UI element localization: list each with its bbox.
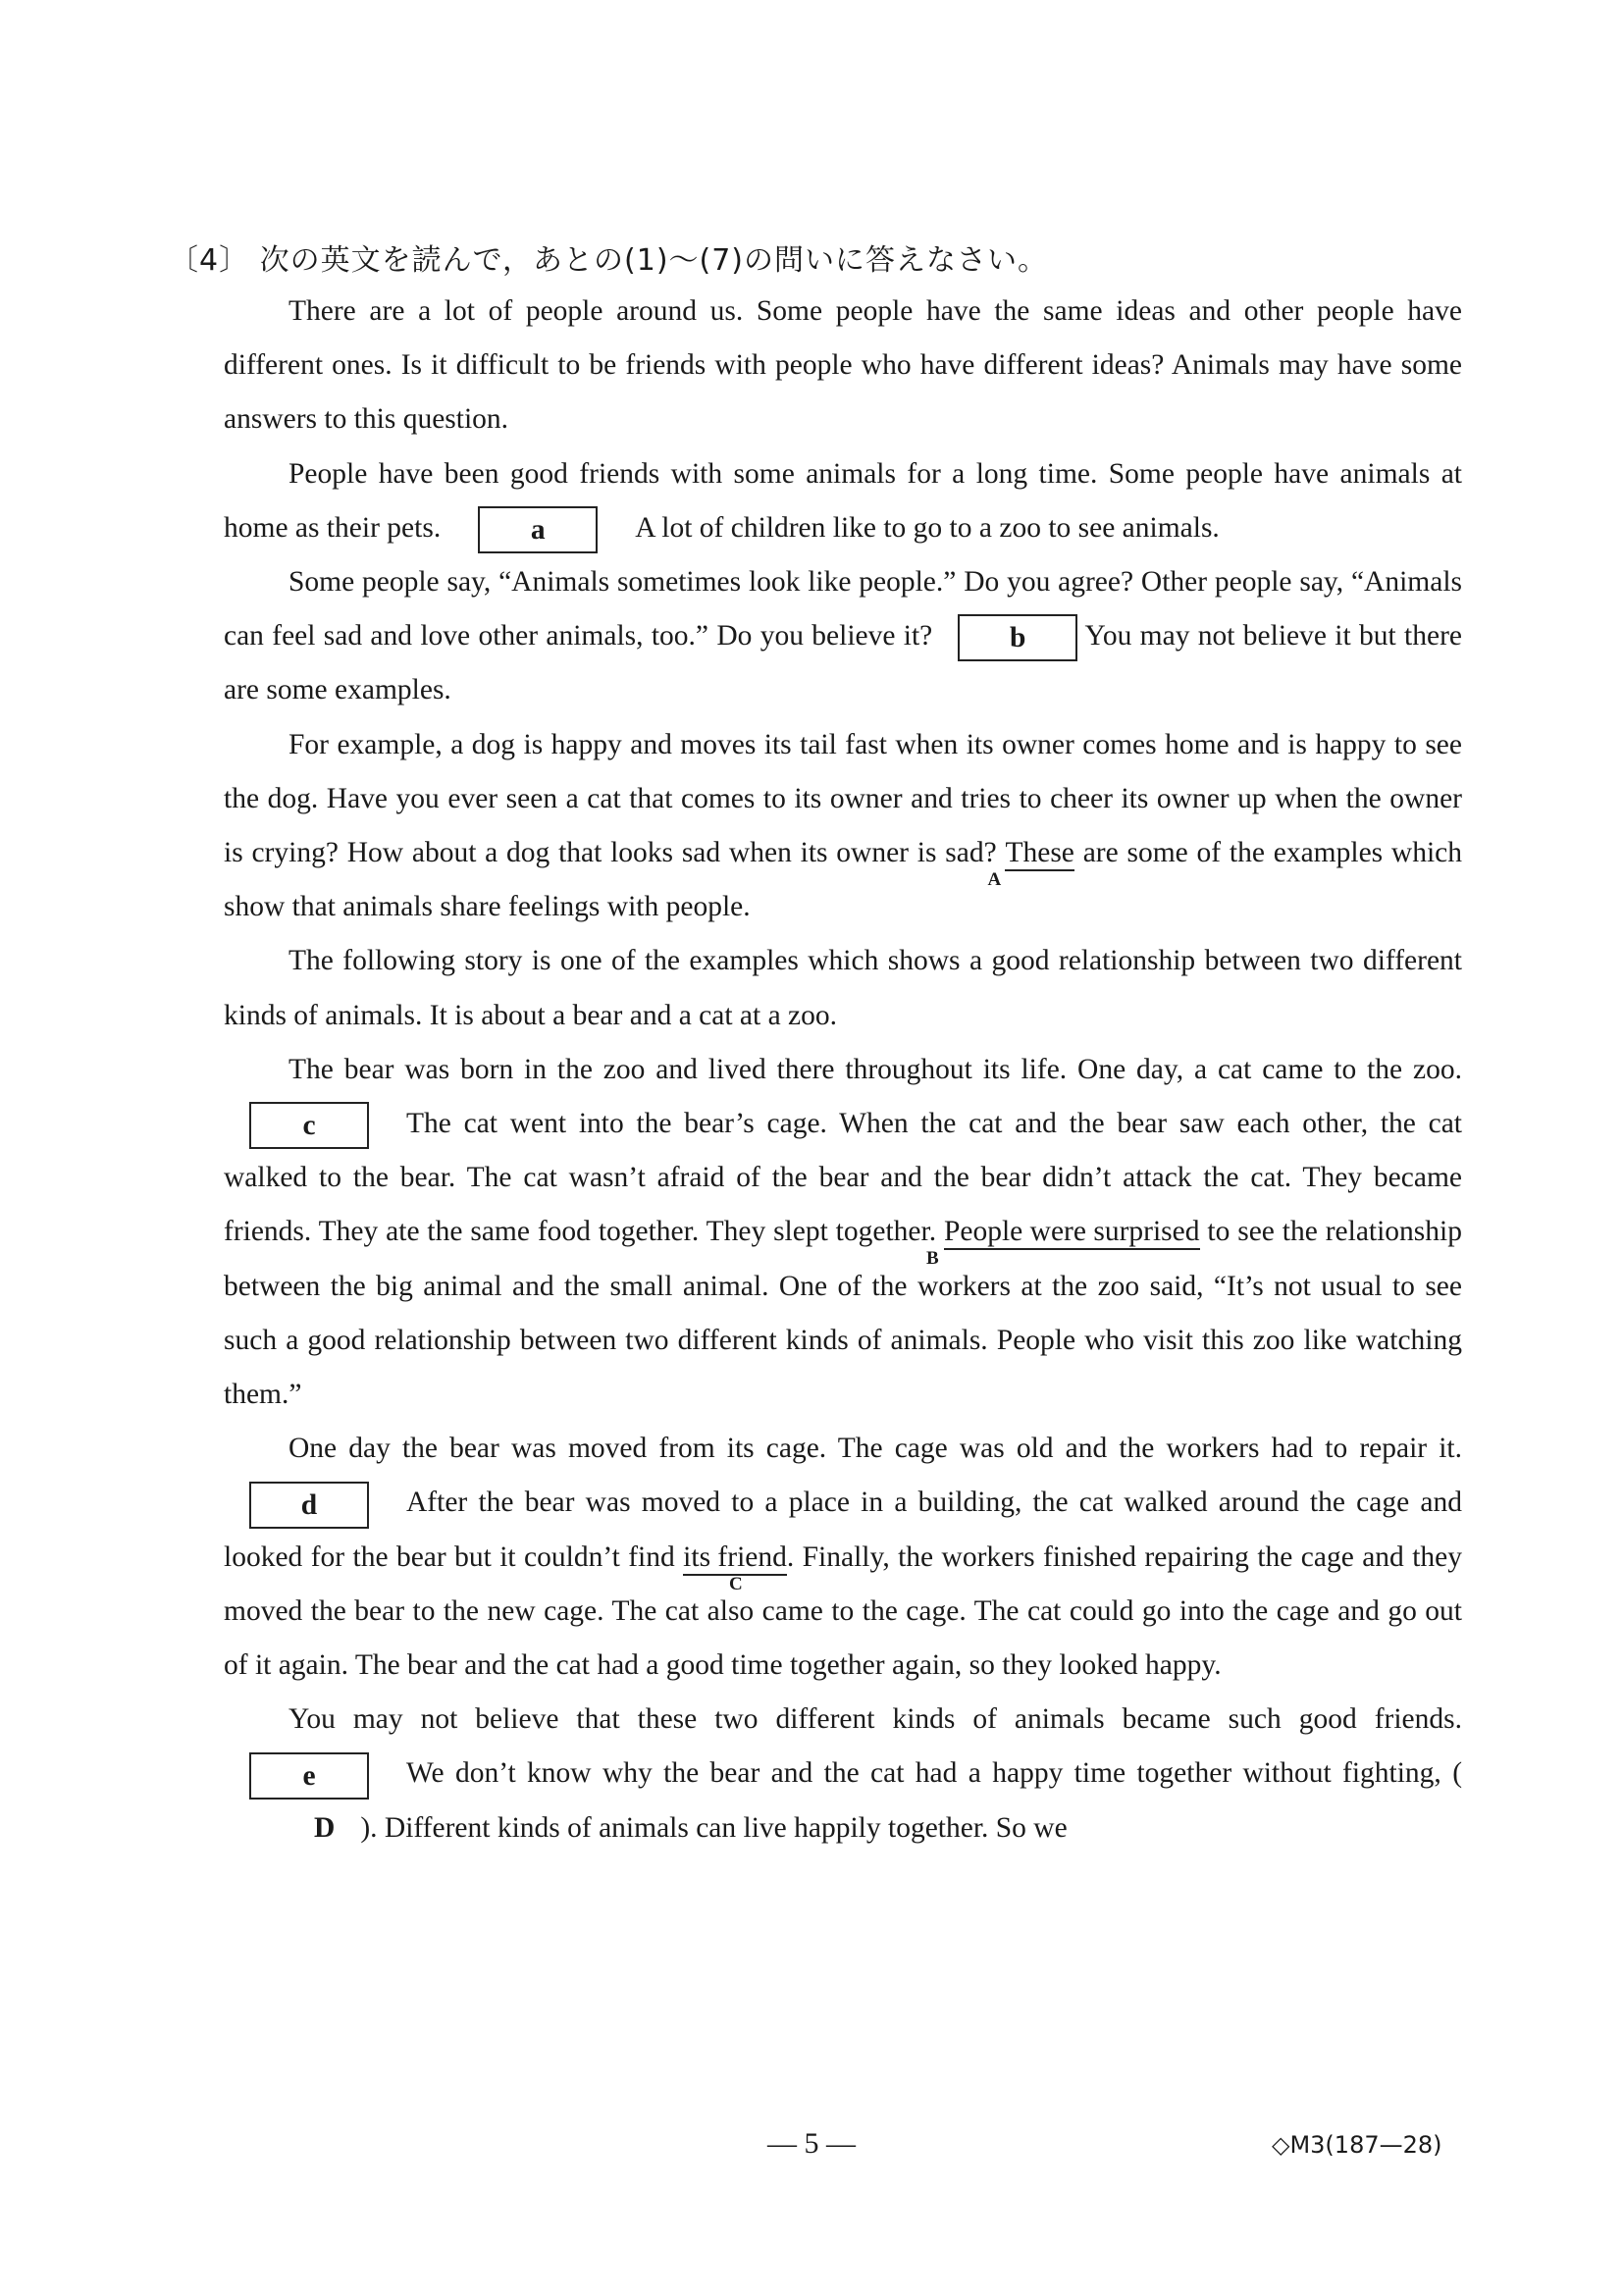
underline-B [925, 1215, 1200, 1270]
paragraph-2-text-after-a: A lot of children like to go to a zoo to see animals. [635, 511, 1220, 544]
paragraph-7-text-before-d: One day the bear was moved from its cage. The cage was old and the workers had to repair it. [288, 1433, 1462, 1465]
paragraph-7 [224, 1422, 1462, 1693]
paragraph-1: There are a lot of people around us. Some people have the same ideas and other people have different ones. Is it difficult to be friends with people who have different ideas? Animals may have some answers to this question. [224, 295, 1462, 436]
blank-box-e: e [249, 1752, 369, 1800]
paragraph-3-text-before-b: Some people say, “Animals sometimes look like people.” Do you agree? Other people say, “Animals can feel sad and love other animals, too.” Do you believe it? [224, 566, 1462, 652]
underline-C-mark: C [729, 1573, 743, 1594]
question-header: 〔4〕 次の英文を読んで，あとの(1)～(7)の問いに答えなさい。 [169, 243, 1049, 278]
paragraph-6-text-before-c: The bear was born in the zoo and lived there throughout its life. One day, a cat came to the zoo. [288, 1053, 1462, 1085]
paragraph-4-text-after-A: are some of the examples which show that animals share feelings with people. [224, 837, 1463, 923]
paragraph-2-text-before-a: People have been good friends with some animals for a long time. Some people have animals at home as their pets. [224, 457, 1462, 544]
underline-C [683, 1540, 787, 1594]
exam-code: ◇M3(187—28) [1272, 2131, 1442, 2159]
underline-A-text: These [1005, 837, 1074, 869]
paragraph-7-text-after-d: After the bear was moved to a place in a building, the cat walked around the cage and looked for the bear but it couldn’t find [224, 1487, 1462, 1573]
blank-box-b: b [958, 614, 1077, 661]
paragraph-3-text-after-b: You may not believe it but there are some examples. [224, 620, 1462, 706]
paragraph-4-text-before-A: For example, a dog is happy and moves its tail fast when its owner comes home and is happy to see the dog. Have you ever seen a cat that comes to its owner and tries to cheer its owner up when the owner is crying? How about a dog that looks sad when its owner is sad? [224, 728, 1462, 869]
paragraph-8-text-after-D: . Different kinds of animals can live happily together. So we [370, 1811, 1068, 1844]
blank-box-d: d [249, 1482, 369, 1529]
paragraph-6-text-after-B: to see the relationship between the big animal and the small animal. One of the workers at the zoo said, “It’s not usual to see such a good relationship between two different kinds of animals. People who visit this zoo like watching them.” [224, 1216, 1462, 1411]
paragraph-8 [224, 1693, 1462, 1855]
paren-open: ( [1452, 1757, 1463, 1790]
reading-passage [224, 285, 1462, 1855]
paragraph-6-text-after-c: The cat went into the bear’s cage. When the cat and the bear saw each other, the cat walked to the bear. The cat wasn’t afraid of the bear and the bear didn’t attack the cat. They became friends. They ate the same food together. They slept together. [224, 1108, 1462, 1248]
paragraph-5: The following story is one of the examples which shows a good relationship between two different kinds of animals. It is about a bear and a cat at a zoo. [224, 945, 1462, 1031]
underline-B-text: People were surprised [943, 1216, 1200, 1248]
blank-box-a: a [478, 506, 598, 553]
paragraph-8-text-after-e: We don’t know why the bear and the cat had a happy time together without fighting, [406, 1757, 1441, 1790]
underline-C-text: its friend [683, 1540, 787, 1573]
underline-B-mark: B [925, 1248, 939, 1270]
blank-D: D [314, 1811, 336, 1844]
paren-close: ) [360, 1811, 371, 1844]
underline-A-mark: A [987, 869, 1002, 891]
page-number: — 5 — [767, 2127, 856, 2160]
paragraph-4 [224, 718, 1462, 935]
paragraph-3 [224, 555, 1462, 718]
paragraph-7-text-after-C: . Finally, the workers finished repairing the cage and they moved the bear to the new cage. The cat also came to the cage. The cat could go into the cage and go out of it again. The bear and the cat had a good time together again, so they looked happy. [224, 1540, 1463, 1682]
blank-box-c: c [249, 1102, 369, 1149]
paragraph-2 [224, 447, 1462, 555]
paragraph-6 [224, 1043, 1462, 1422]
paragraph-8-text-before-e: You may not believe that these two different kinds of animals became such good friends. [288, 1703, 1462, 1736]
underline-A [987, 836, 1074, 891]
